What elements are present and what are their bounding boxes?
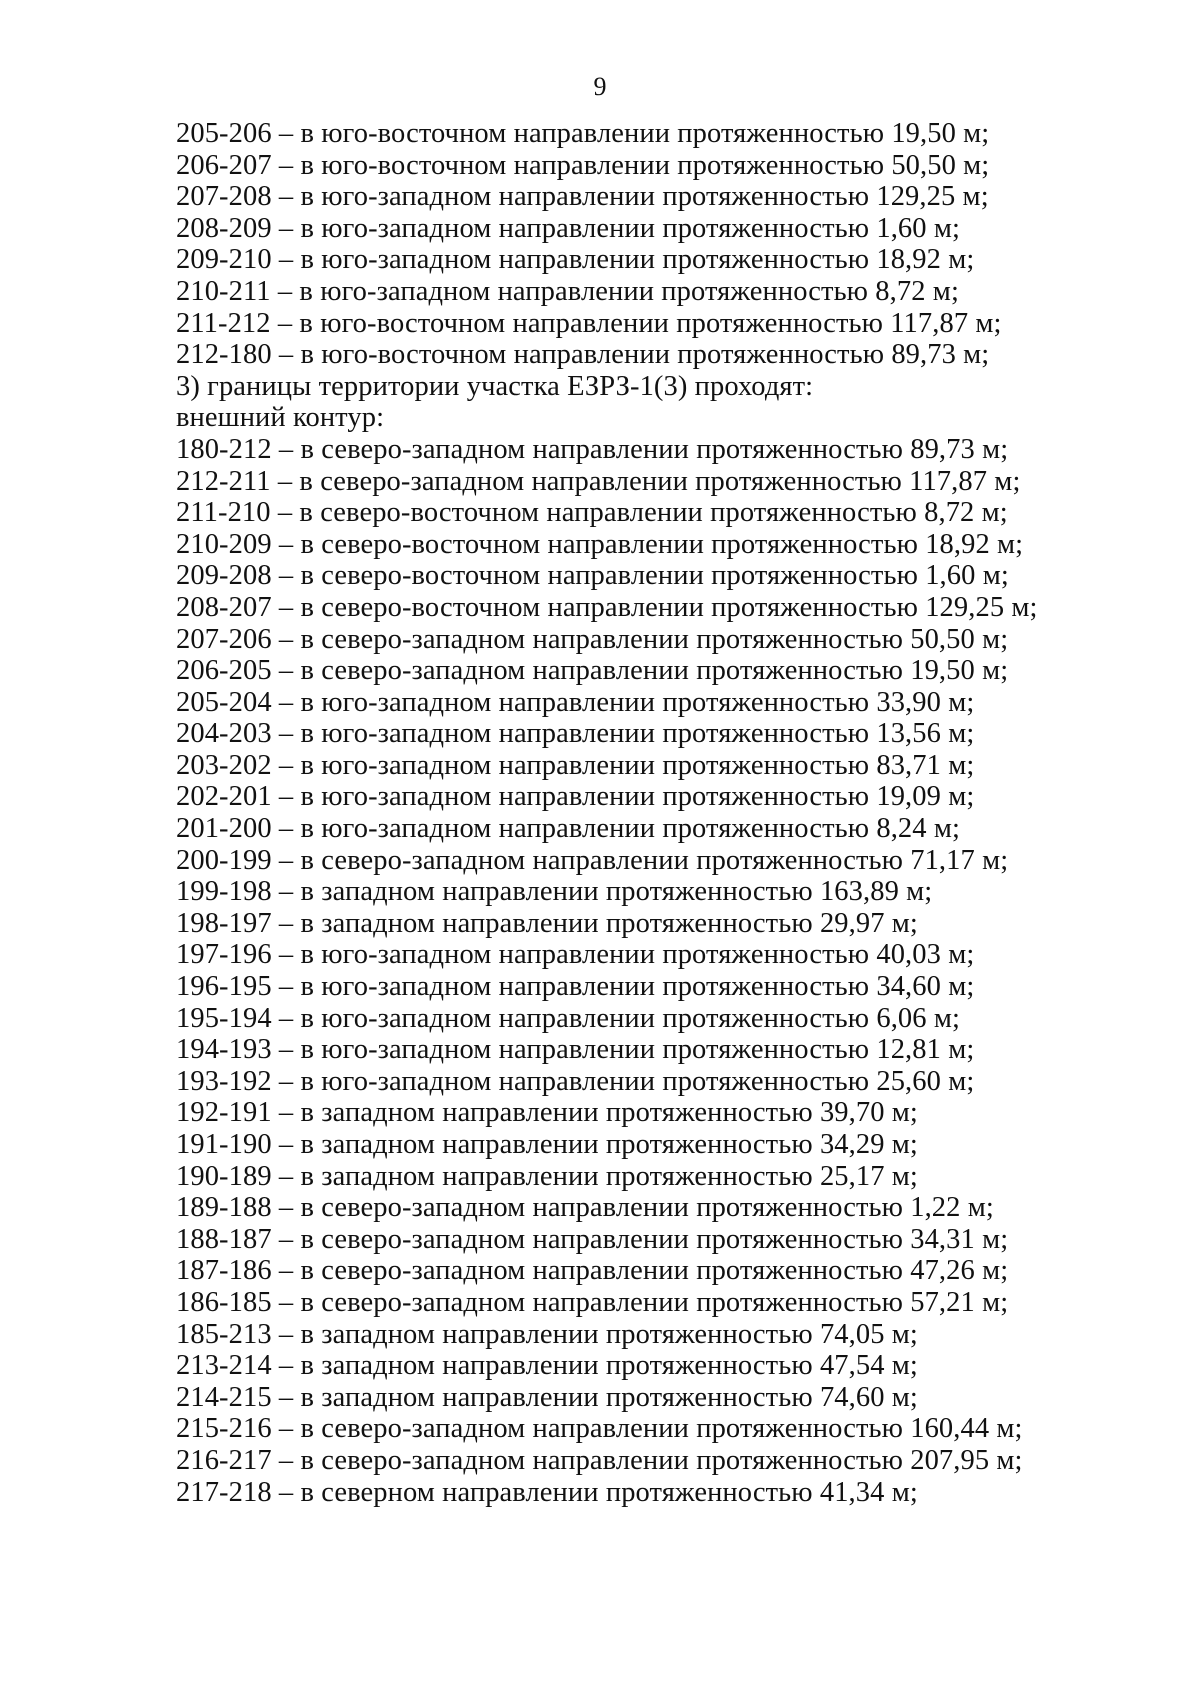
- document-line: 208-207 – в северо-восточном направлении протяженностью 129,25 м;: [176, 591, 1038, 623]
- document-line: 3) границы территории участка ЕЗРЗ-1(3) проходят:: [176, 370, 814, 402]
- document-line: 205-206 – в юго-восточном направлении протяженностью 19,50 м;: [176, 118, 990, 149]
- document-line: 188-187 – в северо-западном направлении протяженностью 34,31 м;: [176, 1223, 1009, 1255]
- document-line: 192-191 – в западном направлении протяженностью 39,70 м;: [176, 1097, 918, 1129]
- document-line: 215-216 – в северо-западном направлении протяженностью 160,44 м;: [176, 1413, 1023, 1445]
- document-body: [176, 118, 1056, 1508]
- document-line: 186-185 – в северо-западном направлении протяженностью 57,21 м;: [176, 1286, 1009, 1318]
- document-line: 193-192 – в юго-западном направлении протяженностью 25,60 м;: [176, 1065, 975, 1097]
- document-line: 216-217 – в северо-западном направлении протяженностью 207,95 м;: [176, 1444, 1023, 1476]
- document-line: 212-211 – в северо-западном направлении протяженностью 117,87 м;: [176, 465, 1021, 497]
- document-line: 206-207 – в юго-восточном направлении протяженностью 50,50 м;: [176, 149, 990, 181]
- document-line: 207-208 – в юго-западном направлении протяженностью 129,25 м;: [176, 181, 989, 213]
- document-line: 207-206 – в северо-западном направлении протяженностью 50,50 м;: [176, 623, 1009, 655]
- document-line: 209-210 – в юго-западном направлении протяженностью 18,92 м;: [176, 244, 975, 276]
- document-line: 208-209 – в юго-западном направлении протяженностью 1,60 м;: [176, 212, 961, 244]
- document-line: 185-213 – в западном направлении протяженностью 74,05 м;: [176, 1318, 918, 1350]
- document-line: 210-211 – в юго-западном направлении протяженностью 8,72 м;: [176, 275, 959, 307]
- document-line: 197-196 – в юго-западном направлении протяженностью 40,03 м;: [176, 939, 975, 971]
- document-line: 204-203 – в юго-западном направлении протяженностью 13,56 м;: [176, 718, 975, 750]
- document-line: 206-205 – в северо-западном направлении протяженностью 19,50 м;: [176, 655, 1009, 687]
- document-line: 210-209 – в северо-восточном направлении протяженностью 18,92 м;: [176, 528, 1024, 560]
- document-line: 217-218 – в северном направлении протяженностью 41,34 м;: [176, 1476, 918, 1508]
- document-line: 202-201 – в юго-западном направлении протяженностью 19,09 м;: [176, 781, 975, 813]
- document-line: 211-212 – в юго-восточном направлении протяженностью 117,87 м;: [176, 307, 1002, 339]
- document-line: 187-186 – в северо-западном направлении протяженностью 47,26 м;: [176, 1255, 1009, 1287]
- document-line: 201-200 – в юго-западном направлении протяженностью 8,24 м;: [176, 813, 961, 845]
- document-line: 196-195 – в юго-западном направлении протяженностью 34,60 м;: [176, 971, 975, 1003]
- document-line: внешний контур:: [176, 402, 385, 434]
- document-line: 199-198 – в западном направлении протяженностью 163,89 м;: [176, 876, 933, 908]
- document-line: 209-208 – в северо-восточном направлении протяженностью 1,60 м;: [176, 560, 1009, 592]
- document-line: 194-193 – в юго-западном направлении протяженностью 12,81 м;: [176, 1034, 975, 1066]
- document-line: 190-189 – в западном направлении протяженностью 25,17 м;: [176, 1160, 918, 1192]
- document-line: 211-210 – в северо-восточном направлении протяженностью 8,72 м;: [176, 497, 1008, 529]
- document-line: 189-188 – в северо-западном направлении протяженностью 1,22 м;: [176, 1192, 994, 1224]
- document-line: 212-180 – в юго-восточном направлении протяженностью 89,73 м;: [176, 339, 990, 371]
- document-line: 191-190 – в западном направлении протяженностью 34,29 м;: [176, 1129, 918, 1160]
- document-line: 198-197 – в западном направлении протяженностью 29,97 м;: [176, 907, 918, 939]
- document-line: 195-194 – в юго-западном направлении протяженностью 6,06 м;: [176, 1002, 961, 1034]
- document-line: 200-199 – в северо-западном направлении протяженностью 71,17 м;: [176, 844, 1009, 876]
- document-line: 203-202 – в юго-западном направлении протяженностью 83,71 м;: [176, 749, 975, 781]
- document-line: 213-214 – в западном направлении протяженностью 47,54 м;: [176, 1350, 918, 1382]
- document-line: 205-204 – в юго-западном направлении протяженностью 33,90 м;: [176, 686, 975, 718]
- page-number: 9: [593, 72, 607, 101]
- document-line: 214-215 – в западном направлении протяженностью 74,60 м;: [176, 1381, 918, 1413]
- document-line: 180-212 – в северо-западном направлении протяженностью 89,73 м;: [176, 433, 1009, 465]
